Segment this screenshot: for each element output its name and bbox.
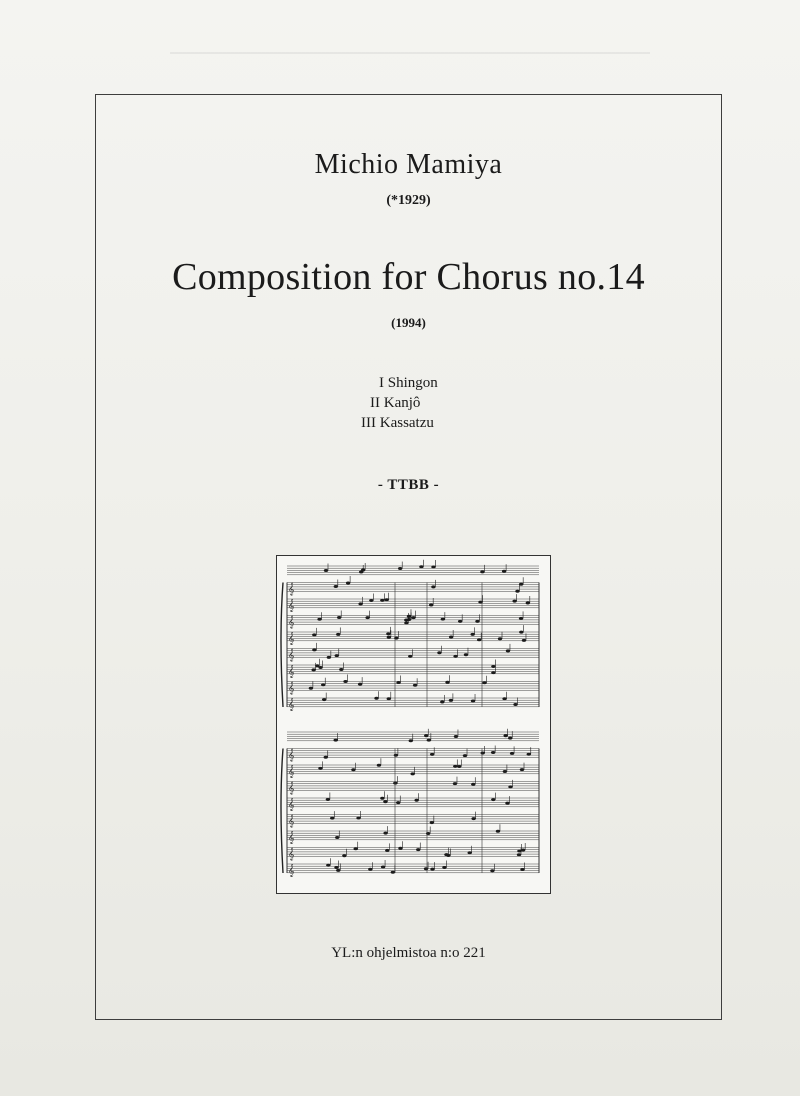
- note-head: [477, 638, 481, 641]
- note-head: [359, 571, 363, 574]
- note-head: [336, 633, 340, 636]
- note-head: [475, 620, 479, 623]
- clef-glyph: 𝄞: [288, 864, 295, 877]
- note-head: [426, 832, 430, 835]
- note-head: [482, 681, 486, 684]
- note-head: [354, 847, 358, 850]
- note-head: [387, 636, 391, 639]
- movement-item: II Kanjô: [370, 395, 421, 411]
- note-head: [317, 618, 321, 621]
- note-head: [330, 817, 334, 820]
- bleed-through-line: [170, 52, 650, 54]
- note-head: [429, 604, 433, 607]
- note-head: [383, 800, 387, 803]
- note-head: [398, 847, 402, 850]
- note-head: [369, 599, 373, 602]
- note-head: [513, 703, 517, 706]
- movement-item: III Kassatzu: [361, 415, 434, 431]
- note-head: [515, 590, 519, 593]
- note-head: [342, 854, 346, 857]
- movement-item: I Shingon: [379, 375, 438, 391]
- note-head: [424, 734, 428, 737]
- note-head: [449, 699, 453, 702]
- note-head: [335, 654, 339, 657]
- note-head: [407, 618, 411, 621]
- note-head: [491, 751, 495, 754]
- note-head: [463, 754, 467, 757]
- note-head: [326, 798, 330, 801]
- note-head: [496, 830, 500, 833]
- note-head: [505, 802, 509, 805]
- note-head: [449, 635, 453, 638]
- note-head: [517, 853, 521, 856]
- note-head: [427, 739, 431, 742]
- note-head: [326, 864, 330, 867]
- note-head: [453, 655, 457, 658]
- note-head: [396, 801, 400, 804]
- note-head: [453, 782, 457, 785]
- note-head: [468, 851, 472, 854]
- note-head: [410, 772, 414, 775]
- note-head: [393, 782, 397, 785]
- note-head: [502, 570, 506, 573]
- note-head: [437, 651, 441, 654]
- note-head: [374, 697, 378, 700]
- note-head: [334, 866, 338, 869]
- note-head: [383, 832, 387, 835]
- note-head: [368, 868, 372, 871]
- note-head: [480, 570, 484, 573]
- note-head: [454, 735, 458, 738]
- clef-glyph: 𝄞: [288, 599, 295, 612]
- note-head: [377, 764, 381, 767]
- note-head: [519, 631, 523, 634]
- note-head: [318, 666, 322, 669]
- note-head: [510, 752, 514, 755]
- note-head: [335, 836, 339, 839]
- clef-glyph: 𝄞: [288, 632, 295, 645]
- note-head: [351, 768, 355, 771]
- note-head: [398, 567, 402, 570]
- note-head: [521, 848, 525, 851]
- clef-glyph: 𝄞: [288, 582, 295, 596]
- system-brace: [281, 749, 283, 874]
- note-head: [327, 656, 331, 659]
- note-head: [346, 581, 350, 584]
- clef-glyph: 𝄞: [288, 665, 295, 678]
- note-head: [503, 770, 507, 773]
- cover-frame: [95, 94, 722, 1020]
- note-head: [458, 620, 462, 623]
- note-head: [502, 697, 506, 700]
- note-head: [480, 752, 484, 755]
- clef-glyph: 𝄞: [288, 781, 295, 795]
- note-head: [470, 633, 474, 636]
- note-head: [512, 600, 516, 603]
- note-head: [324, 569, 328, 572]
- note-head: [414, 799, 418, 802]
- note-head: [526, 602, 530, 605]
- score-excerpt-drawing: [277, 556, 549, 892]
- note-head: [441, 618, 445, 621]
- note-head: [503, 734, 507, 737]
- note-head: [453, 765, 457, 768]
- note-head: [404, 622, 408, 625]
- note-head: [321, 683, 325, 686]
- note-head: [322, 698, 326, 701]
- note-head: [343, 680, 347, 683]
- work-title: Composition for Chorus no.14: [172, 256, 645, 298]
- note-head: [522, 639, 526, 642]
- clef-glyph: 𝄞: [288, 765, 295, 778]
- note-head: [413, 684, 417, 687]
- note-head: [440, 700, 444, 703]
- note-head: [430, 821, 434, 824]
- note-head: [464, 653, 468, 656]
- note-head: [471, 817, 475, 820]
- note-head: [471, 783, 475, 786]
- clef-glyph: 𝄞: [288, 831, 295, 844]
- note-head: [411, 616, 415, 619]
- note-head: [408, 655, 412, 658]
- note-head: [430, 753, 434, 756]
- score-excerpt-image: [276, 555, 551, 894]
- note-head: [318, 767, 322, 770]
- note-head: [391, 871, 395, 874]
- note-head: [311, 668, 315, 671]
- note-head: [506, 649, 510, 652]
- note-head: [387, 697, 391, 700]
- note-head: [365, 616, 369, 619]
- note-head: [309, 687, 313, 690]
- clef-glyph: 𝄞: [288, 681, 295, 695]
- note-head: [491, 798, 495, 801]
- note-head: [520, 768, 524, 771]
- system-brace: [281, 583, 283, 708]
- note-head: [337, 616, 341, 619]
- note-head: [519, 617, 523, 620]
- note-head: [334, 739, 338, 742]
- note-head: [394, 754, 398, 757]
- note-head: [419, 565, 423, 568]
- note-head: [457, 765, 461, 768]
- note-head: [381, 866, 385, 869]
- note-head: [431, 585, 435, 588]
- clef-glyph: 𝄞: [288, 847, 295, 861]
- note-head: [508, 737, 512, 740]
- composer-birth-year: (*1929): [386, 193, 431, 208]
- note-head: [491, 671, 495, 674]
- note-head: [396, 681, 400, 684]
- note-head: [508, 785, 512, 788]
- note-head: [312, 633, 316, 636]
- note-head: [407, 615, 411, 618]
- note-head: [442, 866, 446, 869]
- note-head: [527, 753, 531, 756]
- note-head: [431, 566, 435, 569]
- clef-glyph: 𝄞: [288, 748, 295, 762]
- note-head: [409, 739, 413, 742]
- note-head: [356, 817, 360, 820]
- note-head: [416, 848, 420, 851]
- note-head: [312, 648, 316, 651]
- note-head: [358, 602, 362, 605]
- note-head: [386, 632, 390, 635]
- note-head: [380, 797, 384, 800]
- note-head: [385, 849, 389, 852]
- series-number: YL:n ohjelmistoa n:o 221: [331, 945, 486, 961]
- note-head: [336, 869, 340, 872]
- note-head: [334, 585, 338, 588]
- composition-year: (1994): [391, 315, 426, 330]
- note-head: [491, 665, 495, 668]
- note-head: [519, 583, 523, 586]
- note-head: [444, 853, 448, 856]
- note-head: [520, 868, 524, 871]
- clef-glyph: 𝄞: [288, 648, 295, 662]
- note-head: [471, 700, 475, 703]
- note-head: [358, 683, 362, 686]
- composer-name: Michio Mamiya: [314, 149, 503, 180]
- voicing-label: - TTBB -: [377, 477, 440, 493]
- note-head: [339, 668, 343, 671]
- clef-glyph: 𝄞: [288, 615, 295, 629]
- note-head: [385, 598, 389, 601]
- note-head: [424, 867, 428, 870]
- note-head: [490, 869, 494, 872]
- note-head: [445, 681, 449, 684]
- note-head: [498, 637, 502, 640]
- clef-glyph: 𝄞: [288, 814, 295, 828]
- note-head: [380, 599, 384, 602]
- note-head: [324, 756, 328, 759]
- note-head: [430, 868, 434, 871]
- clef-glyph: 𝄞: [288, 698, 295, 711]
- clef-glyph: 𝄞: [288, 798, 295, 811]
